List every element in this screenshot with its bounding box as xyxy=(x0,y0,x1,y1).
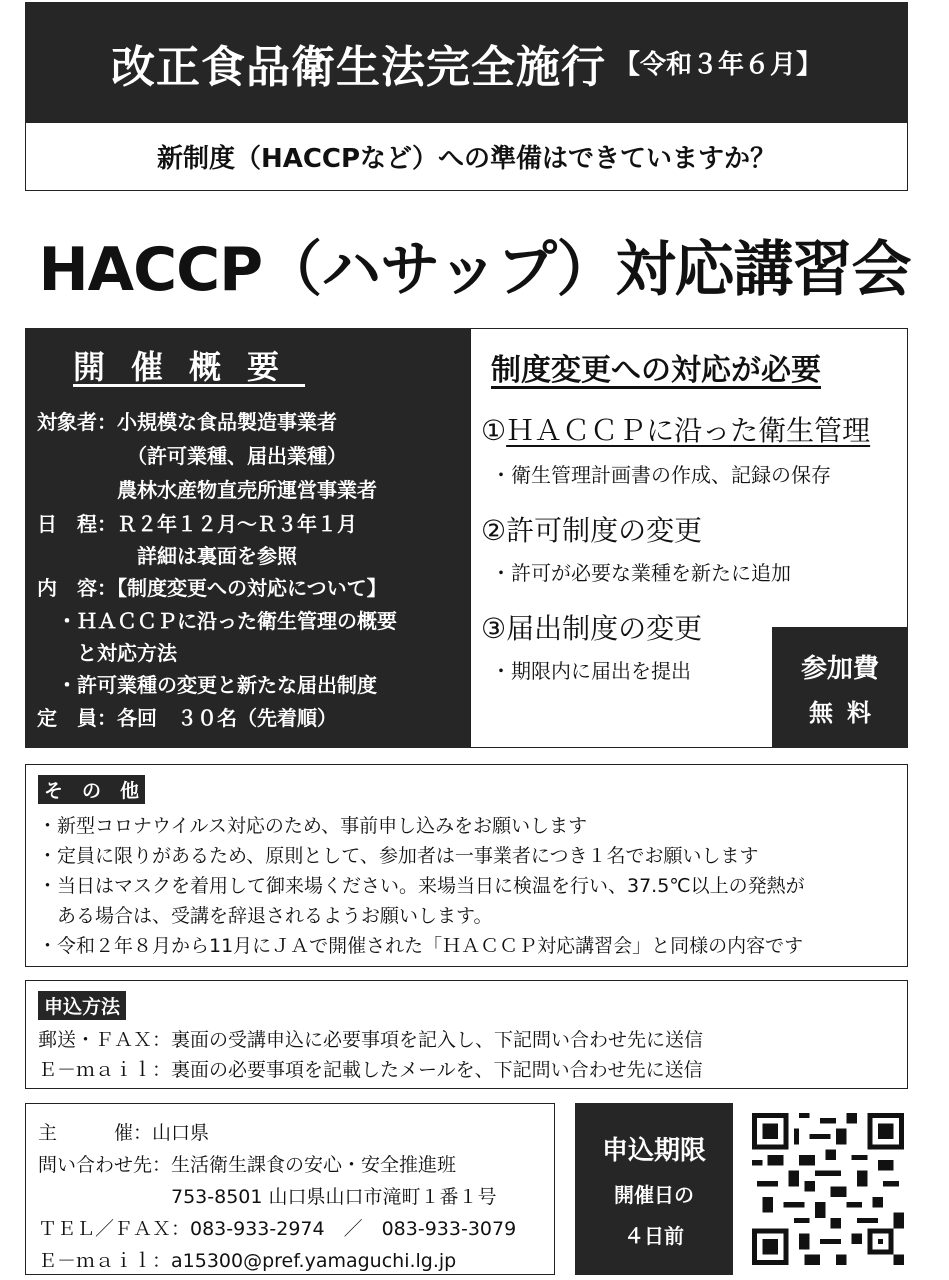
qr-code-icon[interactable] xyxy=(752,1113,904,1265)
fee-value: 無料 xyxy=(809,698,885,727)
contact-line: 主 催：山口県 xyxy=(38,1122,210,1144)
fee-label: 参加費 xyxy=(800,653,879,684)
note-line: ・新型コロナウイルス対応のため、事前申し込みをお願いします xyxy=(38,815,588,837)
main-title: HACCP（ハサップ）対応講習会 xyxy=(38,235,911,305)
change-item-2 xyxy=(481,509,702,549)
apply-method-panel xyxy=(25,980,908,1089)
overview-line: ・許可業種の変更と新たな届出制度 xyxy=(37,673,377,697)
item-title: 許可制度の変更 xyxy=(506,514,703,547)
contact-line: 753-8501 山口県山口市滝町１番１号 xyxy=(38,1186,497,1208)
overview-line: 内 容：【制度変更への対応について】 xyxy=(37,576,387,600)
deadline-label: 申込期限 xyxy=(601,1135,706,1166)
overview-line: 農林水産物直売所運営事業者 xyxy=(37,478,377,502)
overview-line: 詳細は裏面を参照 xyxy=(37,544,297,568)
overview-line: ・ＨＡＣＣＰに沿った衛生管理の概要 xyxy=(37,609,397,633)
overview-heading: 開催概要 xyxy=(73,348,306,386)
page-title: 改正食品衛生法完全施行 xyxy=(110,41,606,93)
note-line: ・令和２年８月から11月にＪＡで開催された「ＨＡＣＣＰ対応講習会」と同様の内容です xyxy=(38,935,804,957)
item-title: 届出制度の変更 xyxy=(506,612,703,645)
change-detail-1: ・衛生管理計画書の作成、記録の保存 xyxy=(491,463,831,487)
apply-tag: 申込方法 xyxy=(38,991,126,1020)
item-number: ① xyxy=(481,414,507,447)
overview-line: （許可業種、届出業種） xyxy=(37,444,347,468)
change-detail-2: ・許可が必要な業種を新たに追加 xyxy=(491,561,791,585)
overview-panel xyxy=(25,328,470,748)
changes-heading: 制度変更への対応が必要 xyxy=(491,353,821,388)
note-line: ・当日はマスクを着用して御来場ください。来場当日に検温を行い、37.5℃以上の発熱が xyxy=(38,875,805,897)
overview-line: 日 程：Ｒ２年１２月～Ｒ３年１月 xyxy=(37,512,357,536)
fee-badge xyxy=(772,627,908,748)
subtitle-question: 新制度（HACCPなど）への準備はできていますか？ xyxy=(25,123,908,191)
item-number: ② xyxy=(481,514,507,547)
contact-line: ＴＥＬ／ＦＡＸ：083-933-2974 ／ 083-933-3079 xyxy=(38,1218,517,1240)
overview-line: と対応方法 xyxy=(37,641,177,665)
overview-line: 定 員：各回 ３０名（先着順） xyxy=(37,706,337,730)
change-detail-3: ・期限内に届出を提出 xyxy=(491,659,691,683)
item-title: ＨＡＣＣＰに沿った衛生管理 xyxy=(506,414,871,447)
title-date: 【令和３年６月】 xyxy=(613,50,822,80)
note-line: ある場合は、受講を辞退されるようお願いします。 xyxy=(38,905,493,927)
apply-line: 郵送・ＦＡＸ：裏面の受講申込に必要事項を記入し、下記問い合わせ先に送信 xyxy=(38,1029,704,1051)
title-banner xyxy=(25,2,908,123)
other-notes-panel xyxy=(25,764,908,967)
note-line: ・定員に限りがあるため、原則として、参加者は一事業者につき１名でお願いします xyxy=(38,845,759,867)
change-item-3 xyxy=(481,607,702,647)
change-item-1 xyxy=(481,409,870,449)
overview-line: 対象者：小規模な食品製造事業者 xyxy=(37,410,337,434)
item-number: ③ xyxy=(481,612,507,645)
contact-line: 問い合わせ先：生活衛生課食の安心・安全推進班 xyxy=(38,1154,457,1176)
deadline-line2: ４日前 xyxy=(624,1223,684,1248)
other-tag: そ の 他 xyxy=(38,775,145,804)
contact-line: Ｅ－ｍａｉｌ：a15300@pref.yamaguchi.lg.jp xyxy=(38,1250,457,1272)
contact-panel xyxy=(25,1103,555,1275)
deadline-line1: 開催日の xyxy=(614,1182,694,1207)
apply-line: Ｅ－ｍａｉｌ：裏面の必要事項を記載したメールを、下記問い合わせ先に送信 xyxy=(38,1059,703,1081)
deadline-badge xyxy=(575,1103,733,1275)
